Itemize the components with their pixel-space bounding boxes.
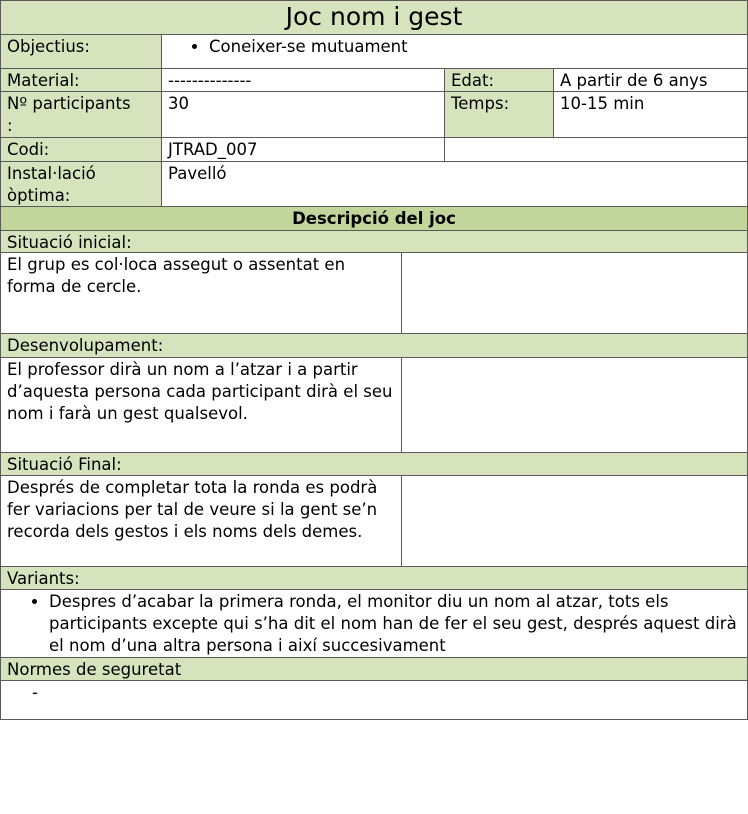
situacio-inicial-label: Situació inicial: bbox=[0, 230, 748, 253]
page-title: Joc nom i gest bbox=[0, 0, 748, 35]
participants-value: 30 bbox=[161, 91, 445, 138]
participants-label: Nº participants : bbox=[0, 91, 162, 138]
desenvolupament-label: Desenvolupament: bbox=[0, 333, 748, 358]
codi-empty-cell bbox=[444, 137, 748, 162]
temps-label: Temps: bbox=[444, 91, 554, 138]
objectius-label: Objectius: bbox=[0, 34, 162, 69]
situacio-inicial-text: El grup es col·loca assegut o assentat en forma de cercle. bbox=[0, 252, 402, 334]
installacio-value: Pavelló bbox=[161, 161, 748, 207]
normes-value: - bbox=[0, 680, 748, 720]
codi-value: JTRAD_007 bbox=[161, 137, 445, 162]
objectius-item: • Coneixer-se mutuament bbox=[209, 36, 741, 58]
objectius-value bbox=[161, 34, 748, 69]
installacio-label: Instal·lació òptima: bbox=[0, 161, 162, 207]
variants-item: • Despres d’acabar la primera ronda, el monitor diu un nom al atzar, tots els participants excepte qui s’ha dit el nom han de fer el seu gest, després aquest dirà el nom d’una altra persona i així succesivament bbox=[49, 591, 741, 657]
situacio-final-label: Situació Final: bbox=[0, 452, 748, 476]
desenvolupament-empty bbox=[401, 357, 748, 453]
situacio-final-text: Després de completar tota la ronda es podrà fer variacions per tal de veure si la gent se’n recorda dels gestos i els noms dels demes. bbox=[0, 475, 402, 567]
desenvolupament-text: El professor dirà un nom a l’atzar i a partir d’aquesta persona cada participant dirà el seu nom i farà un gest qualsevol. bbox=[0, 357, 402, 453]
material-value: -------------- bbox=[161, 68, 445, 92]
descripcio-header: Descripció del joc bbox=[0, 206, 748, 231]
variants-label: Variants: bbox=[0, 566, 748, 590]
variants-value bbox=[0, 589, 748, 658]
material-label: Material: bbox=[0, 68, 162, 92]
edat-value: A partir de 6 anys bbox=[553, 68, 748, 92]
situacio-inicial-empty bbox=[401, 252, 748, 334]
codi-label: Codi: bbox=[0, 137, 162, 162]
situacio-final-empty bbox=[401, 475, 748, 567]
edat-label: Edat: bbox=[444, 68, 554, 92]
temps-value: 10-15 min bbox=[553, 91, 748, 138]
normes-label: Normes de seguretat bbox=[0, 657, 748, 681]
